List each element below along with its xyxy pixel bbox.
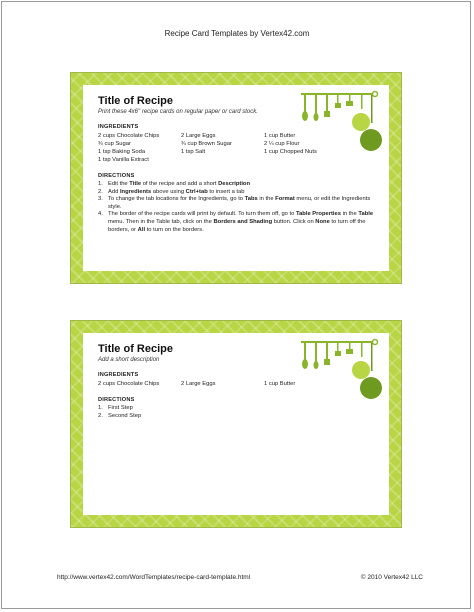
ingredient-item: ¾ cup Sugar bbox=[98, 141, 131, 147]
direction-number: 2. bbox=[98, 412, 103, 419]
recipe-title: Title of Recipe bbox=[98, 95, 173, 107]
ingredient-item: ¾ cup Brown Sugar bbox=[181, 141, 232, 147]
kitchen-utensils-icon bbox=[293, 336, 383, 416]
direction-number: 3. bbox=[98, 196, 103, 203]
direction-step bbox=[98, 181, 379, 189]
direction-step bbox=[98, 196, 379, 211]
ingredient-item: 1 tsp Vanilla Extract bbox=[98, 157, 149, 163]
recipe-title: Title of Recipe bbox=[98, 343, 173, 355]
direction-text: First Step bbox=[108, 405, 133, 411]
recipe-card-1 bbox=[70, 72, 402, 284]
ingredient-item: 1 cup Butter bbox=[264, 381, 296, 387]
ingredient-item: 1 tsp Salt bbox=[181, 149, 206, 155]
footer-copyright: © 2010 Vertex42 LLC bbox=[360, 574, 423, 581]
directions-list bbox=[98, 181, 379, 234]
recipe-description: Print these 4x6" recipe cards on regular paper or card stock. bbox=[98, 109, 258, 115]
direction-text: Edit the Title of the recipe and add a short Description bbox=[108, 181, 251, 187]
direction-number: 1. bbox=[98, 405, 103, 411]
direction-number: 1. bbox=[98, 181, 103, 187]
direction-text: Add Ingredients above using Ctrl+tab to insert a tab bbox=[108, 188, 245, 195]
ingredients-heading: INGREDIENTS bbox=[98, 372, 139, 378]
direction-number: 2. bbox=[98, 188, 103, 195]
ingredient-item: 2 cups Chocolate Chips bbox=[98, 133, 160, 139]
recipe-card-2-content bbox=[83, 333, 389, 515]
ingredient-item: 1 tsp Baking Soda bbox=[98, 149, 146, 155]
ingredient-item: 2 cups Chocolate Chips bbox=[98, 381, 160, 387]
footer-url: http://www.vertex42.com/WordTemplates/recipe-card-template.html bbox=[57, 574, 251, 581]
directions-heading: DIRECTIONS bbox=[98, 397, 135, 403]
ingredient-item: 2 Large Eggs bbox=[181, 133, 216, 139]
recipe-card-1-content bbox=[83, 85, 389, 271]
direction-step bbox=[98, 211, 379, 234]
ingredient-item: 2 Large Eggs bbox=[181, 381, 216, 387]
direction-text: Second Step bbox=[108, 412, 142, 419]
direction-step bbox=[98, 189, 379, 197]
recipe-card-2 bbox=[70, 320, 402, 528]
recipe-description: Add a short description bbox=[98, 357, 160, 363]
kitchen-utensils-icon bbox=[293, 88, 383, 168]
ingredients-heading: INGREDIENTS bbox=[98, 124, 139, 130]
page-title: Recipe Card Templates by Vertex42.com bbox=[164, 29, 310, 38]
ingredient-item: 1 cup Chopped Nuts bbox=[264, 149, 317, 155]
ingredient-item: 1 cup Butter bbox=[264, 133, 296, 139]
ingredient-item: 2 ¼ cup Flour bbox=[264, 141, 300, 147]
direction-text: To change the tab locations for the Ingredients, go to Tabs in the Format menu, or edit the Ingredients style. bbox=[108, 196, 371, 210]
directions-heading: DIRECTIONS bbox=[98, 173, 135, 179]
direction-text: The border of the recipe cards will print by default. To turn them off, go to Table Properties in the Table menu. Then in the Table tab, click on the Borders and Shading button. Click on None to turn off the borders, or All to turn on the borders. bbox=[108, 211, 374, 233]
direction-number: 4. bbox=[98, 211, 103, 218]
